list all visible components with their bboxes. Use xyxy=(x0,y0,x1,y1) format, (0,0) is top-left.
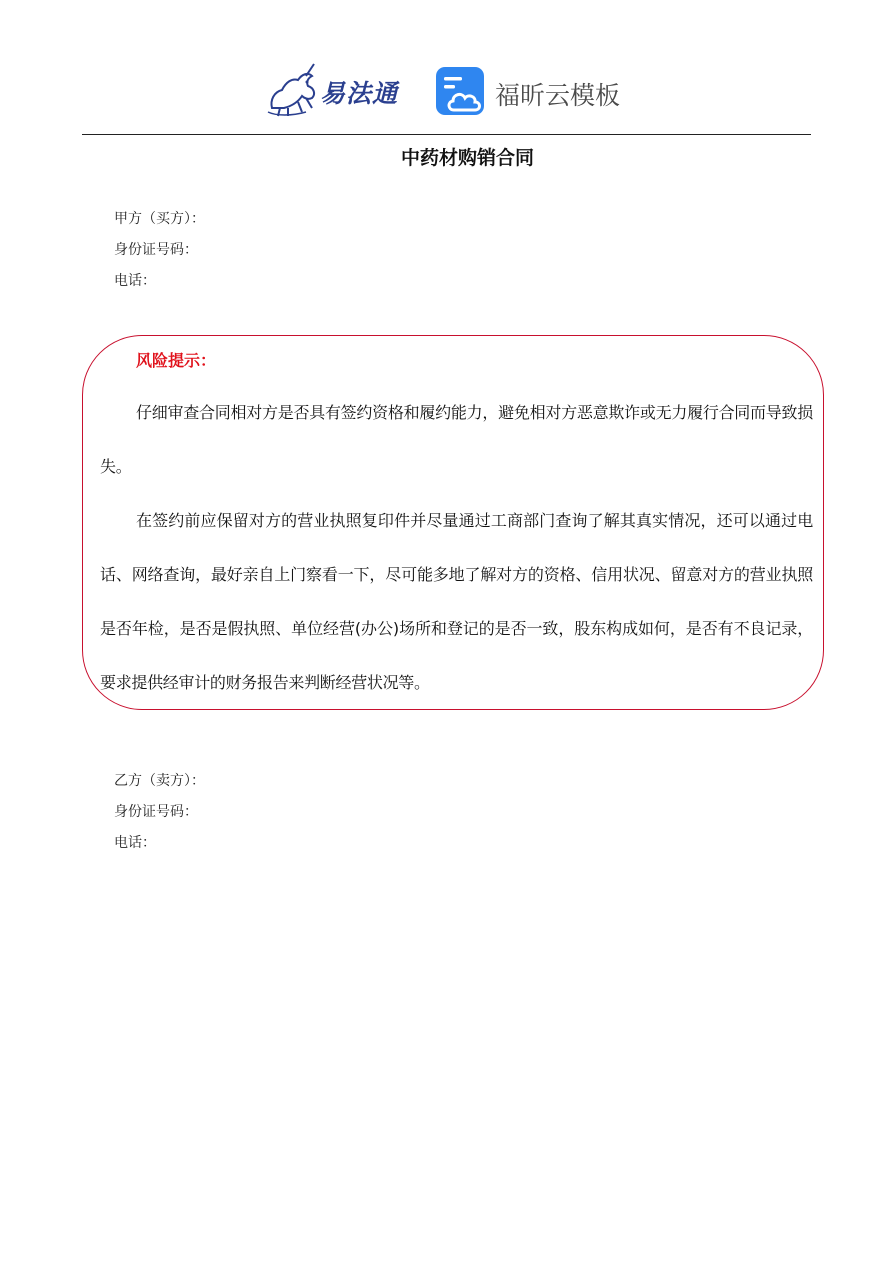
document-title: 中药材购销合同 xyxy=(400,147,534,169)
page-header xyxy=(0,58,893,122)
party-a-phone-label: 电话： xyxy=(114,273,156,289)
party-a-section xyxy=(114,204,205,297)
risk-notice-title: 风险提示： xyxy=(136,351,217,370)
fuxin-logo xyxy=(435,66,635,118)
party-b-section xyxy=(114,766,205,859)
cloud-template-icon xyxy=(435,66,487,118)
fuxin-logo-text: 福昕云模板 xyxy=(495,81,621,110)
risk-notice-paragraph: 仔细审查合同相对方是否具有签约资格和履约能力，避免相对方恶意欺诈或无力履行合同而导致损失。 xyxy=(100,403,813,476)
party-b-phone-label: 电话： xyxy=(114,835,156,851)
yifatong-logo-text: 易法通 xyxy=(320,79,399,108)
party-a-name-label: 甲方（买方）： xyxy=(114,211,205,227)
yifatong-logo xyxy=(262,62,412,118)
unicorn-icon xyxy=(262,62,322,118)
header-divider xyxy=(82,134,811,135)
party-a-id-label: 身份证号码： xyxy=(114,242,198,258)
party-b-id-label: 身份证号码： xyxy=(114,804,198,820)
risk-notice-paragraph: 在签约前应保留对方的营业执照复印件并尽量通过工商部门查询了解其真实情况，还可以通过电话、网络查询，最好亲自上门察看一下，尽可能多地了解对方的资格、信用状况、留意对方的营业执照是否年检，是否是假执照、单位经营(办公)场所和登记的是否一致，股东构成如何，是否有不良记录，要求提供经审计的财务报告来判断经营状况等。 xyxy=(100,511,813,692)
party-b-name-label: 乙方（卖方）： xyxy=(114,773,205,789)
